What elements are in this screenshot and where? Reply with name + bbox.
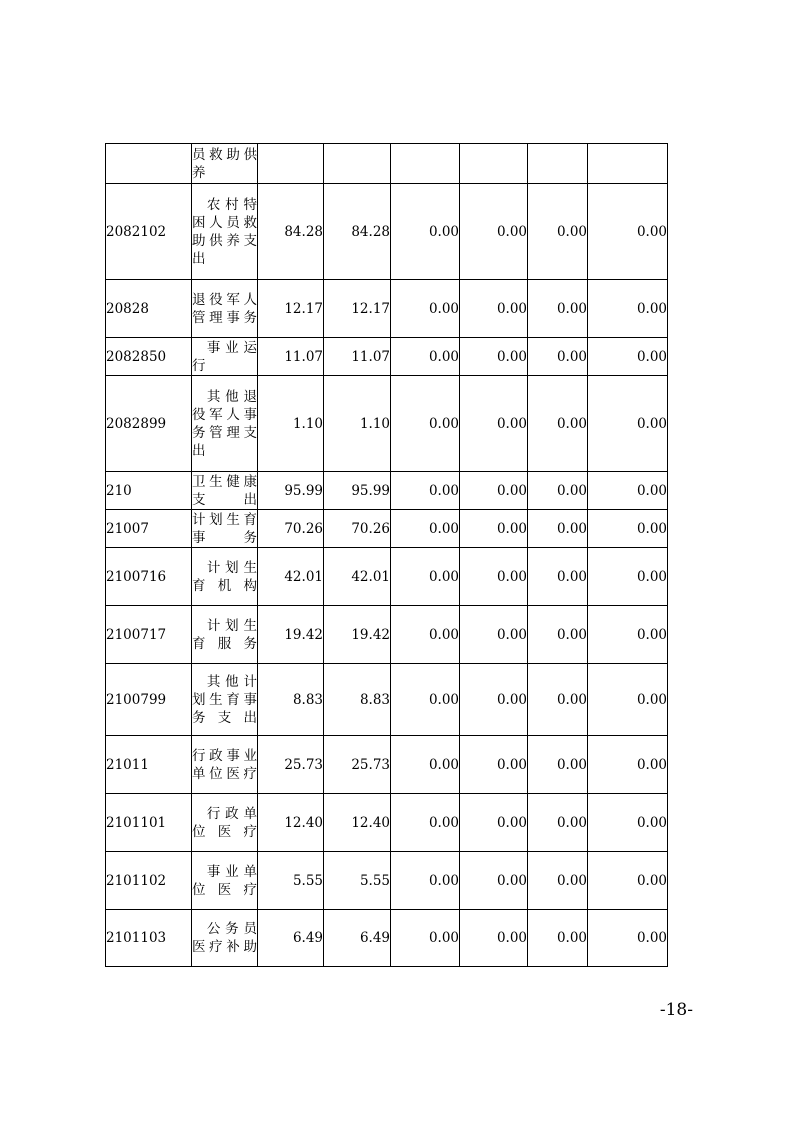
subject-code-cell — [106, 144, 192, 184]
amount-cell: 0.00 — [460, 794, 528, 852]
amount-cell: 0.00 — [528, 376, 588, 472]
amount-cell — [528, 144, 588, 184]
amount-cell: 0.00 — [460, 338, 528, 376]
amount-cell: 0.00 — [528, 664, 588, 736]
amount-cell: 0.00 — [460, 736, 528, 794]
amount-cell: 70.26 — [324, 510, 391, 548]
budget-table — [105, 143, 668, 967]
table-row — [106, 664, 668, 736]
subject-name-cell: 员救助供养 — [192, 144, 258, 184]
amount-cell: 5.55 — [258, 852, 324, 910]
table-row — [106, 910, 668, 967]
amount-cell: 12.17 — [258, 280, 324, 338]
subject-name-cell: 计划生育机构 — [192, 548, 258, 606]
amount-cell: 0.00 — [391, 852, 460, 910]
subject-name-cell: 计划生育事务 — [192, 511, 257, 546]
amount-cell: 19.42 — [324, 606, 391, 664]
subject-name-cell: 事业运行 — [192, 339, 257, 374]
amount-cell: 6.49 — [324, 910, 391, 967]
subject-code-cell: 210 — [106, 472, 192, 510]
amount-cell: 95.99 — [258, 472, 324, 510]
amount-cell: 0.00 — [460, 510, 528, 548]
amount-cell: 70.26 — [258, 510, 324, 548]
amount-cell: 0.00 — [588, 338, 668, 376]
amount-cell: 25.73 — [258, 736, 324, 794]
subject-code-cell: 21007 — [106, 510, 192, 548]
amount-cell: 0.00 — [460, 664, 528, 736]
amount-cell: 0.00 — [391, 736, 460, 794]
amount-cell: 0.00 — [588, 510, 668, 548]
subject-name-cell: 公务员医疗补助 — [192, 910, 258, 967]
amount-cell: 42.01 — [324, 548, 391, 606]
subject-name-cell: 卫生健康支出 — [192, 473, 257, 508]
subject-code-cell: 2101103 — [106, 910, 192, 967]
amount-cell: 1.10 — [258, 376, 324, 472]
amount-cell: 0.00 — [391, 606, 460, 664]
amount-cell: 0.00 — [460, 548, 528, 606]
amount-cell: 0.00 — [460, 852, 528, 910]
amount-cell — [324, 144, 391, 184]
subject-code-cell: 2082102 — [106, 184, 192, 280]
subject-name-cell: 退役军人管理事务 — [192, 280, 258, 338]
amount-cell: 0.00 — [588, 794, 668, 852]
amount-cell: 0.00 — [588, 472, 668, 510]
subject-name-cell: 其他计划生育事务支出 — [192, 664, 258, 736]
amount-cell — [460, 144, 528, 184]
subject-code-cell: 2082850 — [106, 338, 192, 376]
amount-cell: 0.00 — [391, 510, 460, 548]
table-row — [106, 736, 668, 794]
amount-cell: 19.42 — [258, 606, 324, 664]
table-row — [106, 338, 668, 376]
amount-cell: 0.00 — [528, 606, 588, 664]
table-row — [106, 144, 668, 184]
amount-cell: 5.55 — [324, 852, 391, 910]
subject-name-cell: 行政事业单位医疗 — [192, 736, 258, 794]
table-row — [106, 472, 668, 510]
amount-cell: 0.00 — [460, 184, 528, 280]
table-row — [106, 510, 668, 548]
amount-cell: 84.28 — [258, 184, 324, 280]
table-row — [106, 376, 668, 472]
amount-cell: 0.00 — [460, 376, 528, 472]
amount-cell: 0.00 — [391, 376, 460, 472]
amount-cell: 0.00 — [460, 280, 528, 338]
subject-name-cell: 农村特困人员救助供养支出 — [192, 184, 258, 280]
amount-cell: 42.01 — [258, 548, 324, 606]
amount-cell: 8.83 — [258, 664, 324, 736]
subject-code-cell: 2100717 — [106, 606, 192, 664]
amount-cell: 0.00 — [588, 280, 668, 338]
amount-cell: 0.00 — [528, 794, 588, 852]
subject-name-cell: 计划生育服务 — [192, 606, 258, 664]
subject-code-cell: 2101101 — [106, 794, 192, 852]
amount-cell: 8.83 — [324, 664, 391, 736]
amount-cell: 12.40 — [324, 794, 391, 852]
table-row — [106, 606, 668, 664]
amount-cell: 0.00 — [528, 510, 588, 548]
table-body — [106, 144, 668, 967]
amount-cell — [258, 144, 324, 184]
amount-cell: 0.00 — [528, 472, 588, 510]
amount-cell: 0.00 — [391, 184, 460, 280]
amount-cell: 0.00 — [528, 852, 588, 910]
amount-cell: 84.28 — [324, 184, 391, 280]
subject-code-cell: 2101102 — [106, 852, 192, 910]
amount-cell: 0.00 — [460, 910, 528, 967]
table-row — [106, 280, 668, 338]
amount-cell: 12.40 — [258, 794, 324, 852]
amount-cell — [391, 144, 460, 184]
subject-code-cell: 2100716 — [106, 548, 192, 606]
table-row — [106, 852, 668, 910]
amount-cell: 0.00 — [391, 794, 460, 852]
subject-name-cell: 其他退役军人事务管理支出 — [192, 376, 258, 472]
amount-cell: 12.17 — [324, 280, 391, 338]
amount-cell: 0.00 — [460, 606, 528, 664]
amount-cell: 0.00 — [460, 472, 528, 510]
subject-code-cell: 21011 — [106, 736, 192, 794]
subject-name-cell: 事业单位医疗 — [192, 852, 258, 910]
table-row — [106, 548, 668, 606]
amount-cell: 0.00 — [588, 664, 668, 736]
amount-cell: 0.00 — [588, 606, 668, 664]
amount-cell: 0.00 — [588, 910, 668, 967]
subject-name-cell: 行政单位医疗 — [192, 794, 258, 852]
amount-cell: 95.99 — [324, 472, 391, 510]
table-row — [106, 794, 668, 852]
amount-cell: 0.00 — [588, 184, 668, 280]
amount-cell: 1.10 — [324, 376, 391, 472]
page-number: -18- — [659, 1000, 693, 1020]
amount-cell: 11.07 — [324, 338, 391, 376]
amount-cell: 0.00 — [391, 280, 460, 338]
subject-code-cell: 20828 — [106, 280, 192, 338]
amount-cell: 0.00 — [588, 736, 668, 794]
subject-code-cell: 2082899 — [106, 376, 192, 472]
amount-cell: 6.49 — [258, 910, 324, 967]
amount-cell: 0.00 — [528, 548, 588, 606]
amount-cell: 11.07 — [258, 338, 324, 376]
amount-cell: 0.00 — [528, 338, 588, 376]
amount-cell: 0.00 — [391, 548, 460, 606]
amount-cell: 0.00 — [391, 910, 460, 967]
amount-cell: 0.00 — [528, 280, 588, 338]
amount-cell: 0.00 — [588, 852, 668, 910]
amount-cell — [588, 144, 668, 184]
amount-cell: 0.00 — [528, 184, 588, 280]
amount-cell: 0.00 — [528, 736, 588, 794]
table-row — [106, 184, 668, 280]
subject-code-cell: 2100799 — [106, 664, 192, 736]
amount-cell: 0.00 — [588, 376, 668, 472]
amount-cell: 0.00 — [391, 472, 460, 510]
amount-cell: 25.73 — [324, 736, 391, 794]
amount-cell: 0.00 — [528, 910, 588, 967]
amount-cell: 0.00 — [391, 338, 460, 376]
amount-cell: 0.00 — [391, 664, 460, 736]
amount-cell: 0.00 — [588, 548, 668, 606]
